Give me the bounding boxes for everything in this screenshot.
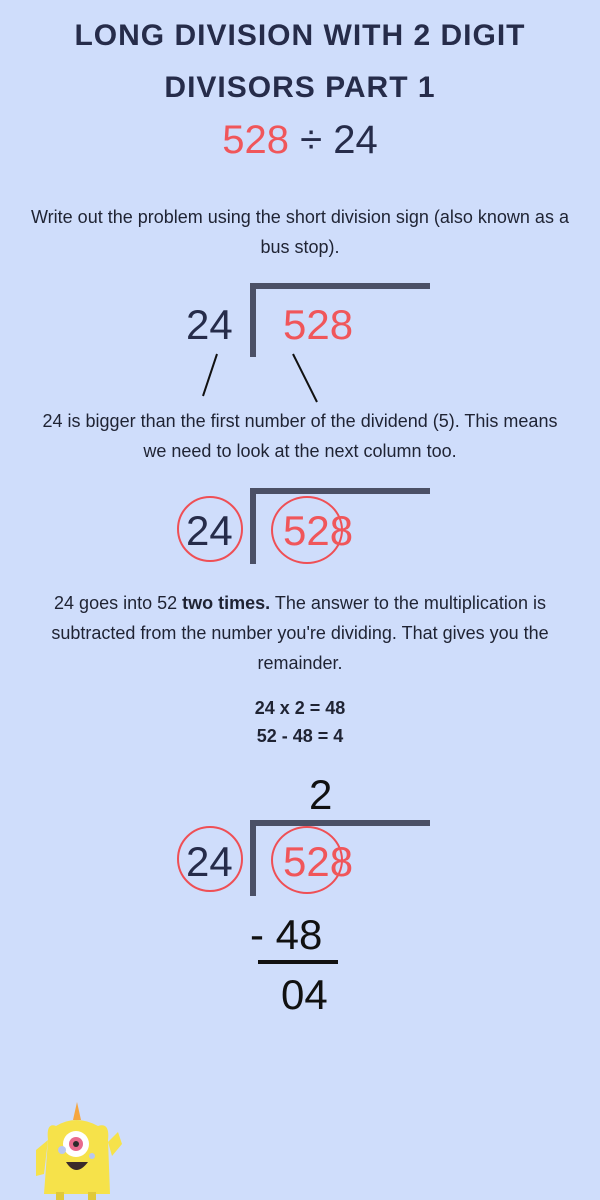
monster-mascot-icon [26, 1098, 126, 1200]
division-sign: ÷ [300, 118, 323, 162]
divisor-number-1: 24 [186, 301, 233, 348]
problem-expression [0, 118, 600, 163]
step3-text-bold: two times. [182, 593, 271, 613]
bracket-horizontal-3 [250, 820, 430, 826]
pointer-line-left [203, 354, 217, 396]
title-line-2: DIVISORS PART 1 [164, 71, 436, 104]
title-line-1: LONG DIVISION WITH 2 DIGIT [74, 19, 526, 52]
bracket-vertical-1 [250, 283, 256, 357]
bracket-vertical-2 [250, 488, 256, 564]
calc-line-2: 52 - 48 = 4 [256, 726, 344, 746]
dividend-number-2: 528 [283, 507, 354, 554]
step2-text: 24 is bigger than the first number of the dividend (5). This means we need to look at the next column too. [42, 411, 558, 461]
divisor-number-2: 24 [186, 507, 233, 554]
pointer-line-right [293, 354, 317, 402]
bracket-horizontal-2 [250, 488, 430, 494]
bracket-vertical-3 [250, 820, 256, 896]
subtraction-line: - 48 [250, 911, 323, 958]
dividend-number-3: 528 [283, 838, 354, 885]
problem-dividend: 528 [222, 118, 290, 162]
step3-text-end: The answer to the multiplication is subtracted from the number you're dividing. That gives you the remainder. [51, 593, 549, 673]
bracket-horizontal-1 [250, 283, 430, 289]
step1-text: Write out the problem using the short division sign (also known as a bus stop). [31, 207, 569, 257]
step3-text-start: 24 goes into 52 [54, 593, 183, 613]
pointer-lines [195, 350, 335, 410]
quotient-digit: 2 [309, 771, 333, 818]
divisor-number-3: 24 [186, 838, 233, 885]
problem-divisor: 24 [333, 118, 378, 162]
remainder-value: 04 [281, 971, 328, 1018]
subtraction-rule [258, 960, 338, 964]
step3-text [30, 588, 570, 678]
dividend-number-1: 528 [283, 301, 354, 348]
calc-line-1: 24 x 2 = 48 [254, 698, 346, 718]
